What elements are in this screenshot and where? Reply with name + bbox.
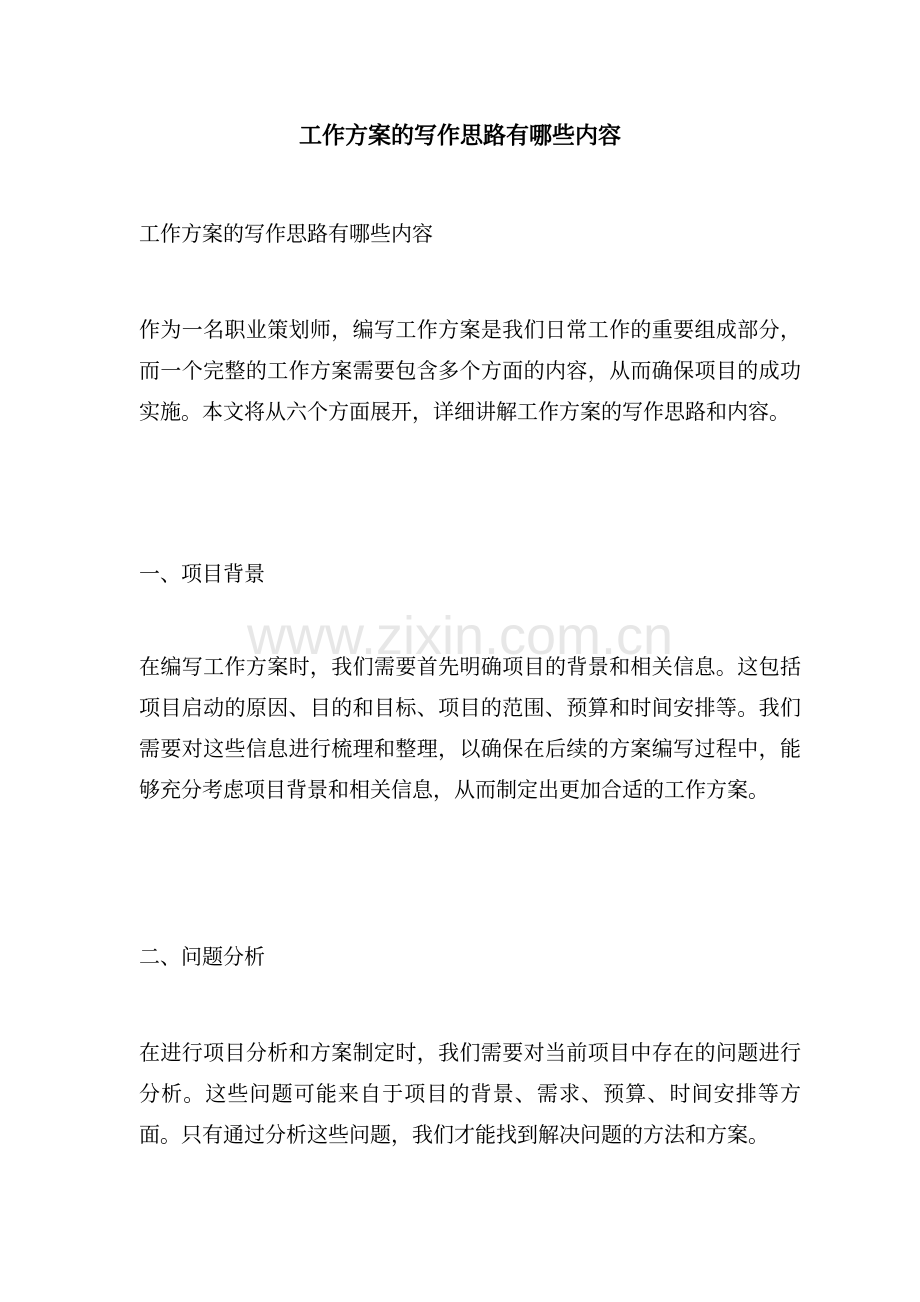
section-body-background: 在编写工作方案时，我们需要首先明确项目的背景和相关信息。这包括项目启动的原因、目的和目标、项目的范围、预算和时间安排等。我们需要对这些信息进行梳理和整理，以确保在后续的方案编写过程中，能够充分考虑项目背景和相关信息，从而制定出更加合适的工作方案。: [139, 655, 801, 802]
intro-paragraph: 作为一名职业策划师，编写工作方案是我们日常工作的重要组成部分，而一个完整的工作方案需要包含多个方面的内容，从而确保项目的成功实施。本文将从六个方面展开，详细讲解工作方案的写作思路和内容。: [139, 318, 801, 424]
document-title: 工作方案的写作思路有哪些内容: [299, 122, 621, 149]
section-body-problem-analysis: 在进行项目分析和方案制定时，我们需要对当前项目中存在的问题进行分析。这些问题可能来自于项目的背景、需求、预算、时间安排等方面。只有通过分析这些问题，我们才能找到解决问题的方法和方案。: [139, 1041, 801, 1147]
section-heading-problem-analysis: 二、问题分析: [139, 945, 265, 969]
section-heading-background: 一、项目背景: [139, 562, 265, 586]
document-subtitle: 工作方案的写作思路有哪些内容: [139, 222, 433, 246]
watermark: www.zixin.com.cn: [246, 606, 674, 666]
